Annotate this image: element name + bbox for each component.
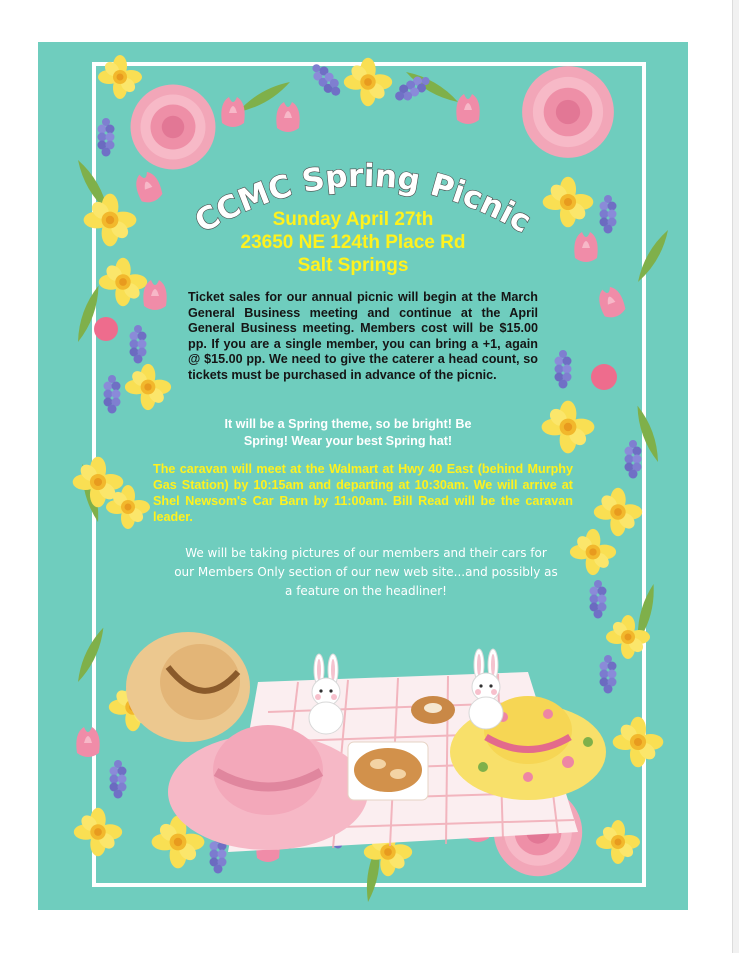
photos-line-2: our Members Only section of our new web site...and possibly as [174,565,558,579]
event-address: 23650 NE 124th Place Rd [240,232,466,253]
event-details [188,208,518,277]
caravan-info-paragraph: The caravan will meet at the Walmart at Hwy 40 East (behind Murphy Gas Station) by 10:15am and departing at 10:30am. We will arrive at Shel Newsom's Car Barn by 11:00am. Bill Read will be the caravan leader. [153,462,573,524]
picnic-poster [38,42,688,910]
photos-line-3: a feature on the headliner! [285,584,447,598]
photos-paragraph [166,544,566,601]
poster-title: CCMC Spring Picnic [189,157,538,241]
page-edge [732,0,739,953]
ticket-info-paragraph: Ticket sales for our annual picnic will begin at the March General Business meeting and continue at the April General Business meeting. Members cost will be $15.00 pp. If you are a single member, you can bring a +1, again @ $15.00 pp. We need to give the caterer a head count, so tickets must be purchased in advance of the picnic. [188,290,538,382]
photos-line-1: We will be taking pictures of our members and their cars for [185,546,547,560]
theme-line-2: Spring! Wear your best Spring hat! [243,434,453,448]
theme-line-1: It will be a Spring theme, so be bright! Be [224,417,472,431]
event-city: Salt Springs [297,255,409,276]
theme-paragraph [198,416,498,450]
picnic-scene-illustration [108,602,628,882]
event-date: Sunday April 27th [272,209,434,230]
